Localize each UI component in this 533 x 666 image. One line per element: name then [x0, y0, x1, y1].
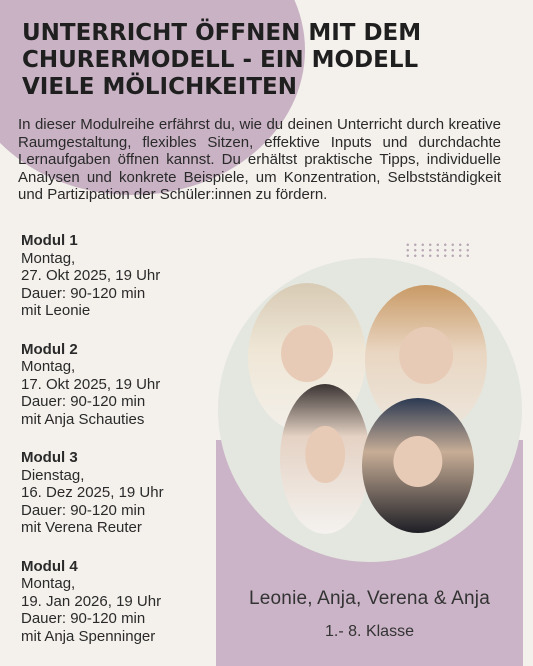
module-day: Dienstag, [21, 466, 85, 484]
page-title [22, 20, 522, 101]
dot-pattern-decoration [404, 242, 472, 258]
module-list [21, 232, 221, 666]
intro-text: In dieser Modulreihe erfährst du, wie du deinen Unterricht durch kreative Raumgestaltung, flexibles Sitzen, effektive Inputs und durchdachte Lernaufgaben öffnen kannst. Du erhältst praktische Tipps, individuelle Analysen und konkrete Beispiele, um Konzentration, Selbstständigkeit und Partizipation der Schüler:innen zu fördern. [18, 116, 501, 203]
module-teacher: mit Leonie [21, 302, 91, 319]
module-title: Modul 1 [21, 232, 78, 249]
module-duration: Dauer: 90-120 min [21, 393, 146, 410]
module-date: 16. Dez 2025, 19 Uhr [21, 484, 164, 501]
face-shape [305, 426, 345, 483]
face-shape [399, 327, 453, 384]
module-teacher: mit Anja Schauties [21, 410, 145, 428]
module-day: Montag, [21, 575, 76, 592]
module-day: Montag, [21, 358, 76, 375]
teacher-photo-3 [280, 384, 370, 534]
module-4 [21, 558, 221, 646]
title-line-1: UNTERRICHT ÖFFNEN MIT DEM [22, 20, 422, 46]
module-teacher: mit Verena Reuter [21, 519, 142, 536]
module-duration: Dauer: 90-120 min [21, 501, 146, 519]
module-2 [21, 341, 221, 429]
face-shape [393, 436, 442, 487]
title-line-3: VIELE MÖLICHKEITEN [22, 74, 297, 100]
grade-range: 1.- 8. Klasse [325, 623, 414, 640]
module-date: 17. Okt 2025, 19 Uhr [21, 375, 161, 393]
face-shape [281, 325, 333, 382]
title-line-2: CHURERMODELL - EIN MODELL [22, 47, 419, 73]
teacher-photo-4 [362, 398, 474, 533]
module-title: Modul 2 [21, 340, 78, 358]
module-teacher: mit Anja Spenninger [21, 627, 156, 645]
module-3 [21, 449, 221, 537]
module-title: Modul 3 [21, 449, 78, 466]
module-date: 27. Okt 2025, 19 Uhr [21, 267, 161, 284]
module-title: Modul 4 [21, 557, 78, 575]
module-duration: Dauer: 90-120 min [21, 610, 146, 627]
module-1 [21, 232, 221, 320]
module-date: 19. Jan 2026, 19 Uhr [21, 592, 162, 610]
module-duration: Dauer: 90-120 min [21, 284, 146, 302]
module-day: Montag, [21, 249, 76, 267]
teacher-names: Leonie, Anja, Verena & Anja [249, 588, 490, 609]
